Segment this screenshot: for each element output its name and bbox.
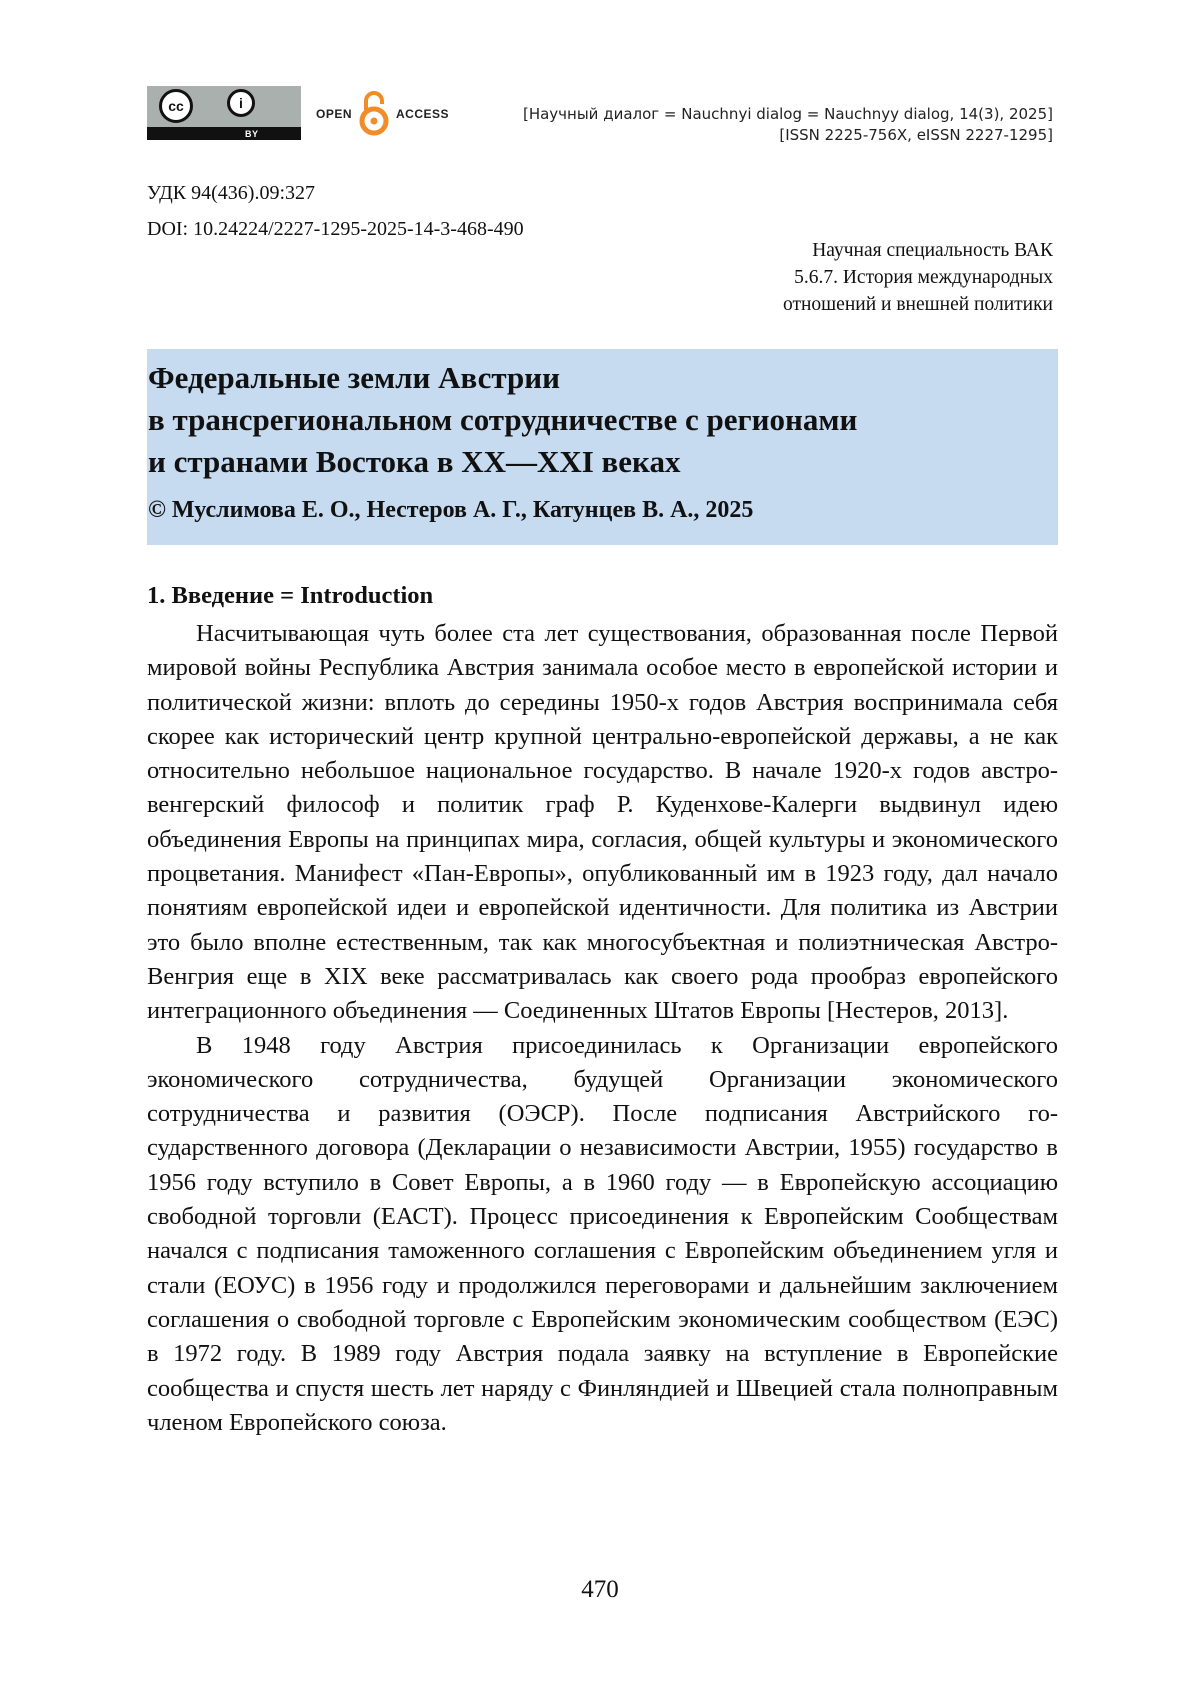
title-line-1: Федеральные земли Австрии	[148, 357, 1058, 399]
section-heading: 1. Введение = Introduction	[147, 582, 433, 610]
article-page	[0, 0, 1200, 1703]
authors-copyright: © Муслимова Е. О., Нестеров А. Г., Катунцев В. А., 2025	[148, 495, 1058, 525]
journal-reference	[523, 104, 1053, 146]
cc-badge-bar	[147, 127, 301, 140]
doi-link[interactable]: DOI: 10.24224/2227-1295-2025-14-3-468-490	[147, 211, 524, 247]
journal-citation: [Научный диалог = Nauchnyi dialog = Nauchnyy dialog, 14(3), 2025]	[523, 104, 1053, 125]
specialty-line-2: 5.6.7. История международных	[783, 264, 1053, 291]
cc-by-license-badge[interactable]	[147, 86, 301, 140]
specialty-line-1: Научная специальность ВАК	[783, 237, 1053, 264]
journal-issn: [ISSN 2225-756X, eISSN 2227-1295]	[523, 125, 1053, 146]
title-block	[147, 349, 1058, 545]
title-line-2: в трансрегиональном сотрудничестве с регионами	[148, 399, 1058, 441]
attribution-icon: i	[227, 89, 255, 117]
open-access-left-text: OPEN	[316, 107, 352, 121]
title-line-3: и странами Востока в XX—XXI веках	[148, 441, 1058, 483]
open-access-right-text: ACCESS	[396, 107, 449, 121]
open-access-lock-icon	[356, 90, 392, 138]
specialty-line-3: отношений и внешней политики	[783, 291, 1053, 318]
cc-by-label: BY	[245, 129, 259, 139]
article-body	[147, 617, 1058, 1440]
paragraph-2: В 1948 году Австрия присоединилась к Организации европейского экономического сотрудничества, будущей Организации экономического сотрудничества и развития (ОЭСР). После подписания Австрийского го­сударственного договора (Декларации о независимости Австрии, 1955) государство в 1956 году вступило в Совет Европы, а в 1960 году — в Евро­пейскую ассоциацию свободной торговли (ЕАСТ). Процесс присоедине­ния к Европейским Сообществам начался с подписания таможенного со­глашения с Европейским объединением угля и стали (ЕОУС) в 1956 году и продолжился переговорами и дальнейшим заключением соглашения о свободной торговле с Европейским экономическим сообществом (ЕЭС) в 1972 году. В 1989 году Австрия подала заявку на вступление в Европей­ские сообщества и спустя шесть лет наряду с Финляндией и Швецией ста­ла полноправным членом Европейского союза.	[147, 1029, 1058, 1441]
article-meta	[147, 175, 524, 247]
udk-code: УДК 94(436).09:327	[147, 175, 524, 211]
open-access-logo[interactable]	[316, 90, 449, 138]
scientific-specialty	[783, 237, 1053, 318]
page-number: 470	[0, 1576, 1200, 1604]
cc-icon: cc	[159, 89, 193, 123]
paragraph-1: Насчитывающая чуть более ста лет существования, образованная по­сле Первой мировой войны Республика Австрия занимала особое место в европейской истории и политической жизни: вплоть до середины 1950-х годов Австрия воспринимала себя скорее как исторический центр крупной центрально-европейской державы, а не как относительно небольшое на­циональное государство. В начале 1920-х годов австро-венгерский фило­соф и политик граф Р. Куденхове-Калерги выдвинул идею объединения Европы на принципах мира, согласия, общей культуры и экономического процветания. Манифест «Пан-Европы», опубликованный им в 1923 году, дал начало понятиям европейской идеи и европейской идентичности. Для политика из Австрии это было вполне естественным, так как многосубъ­ектная и полиэтническая Австро-Венгрия еще в XIX веке рассматривалась как своего рода прообраз европейского интеграционного объединения — Соединенных Штатов Европы [Нестеров, 2013].	[147, 617, 1058, 1029]
article-title	[148, 357, 1058, 483]
